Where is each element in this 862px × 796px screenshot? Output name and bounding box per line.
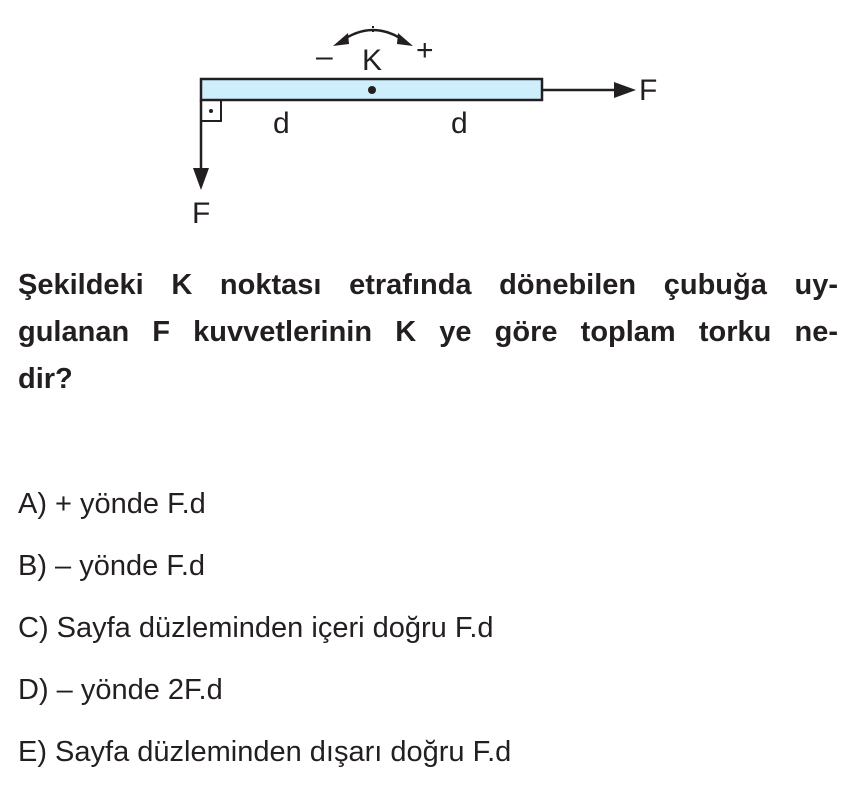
force-label-down: F [192,197,211,230]
question-line: dir? [18,363,73,395]
option-d[interactable]: D) – yönde 2F.d [18,674,223,706]
option-b[interactable]: B) – yönde F.d [18,550,205,582]
question-text [18,262,838,403]
minus-sign: – [316,40,333,73]
torque-diagram [0,0,862,240]
distance-label-left: d [273,107,290,140]
question-line: Şekildeki K noktası etrafında dönebilen çubuğa uy- [18,269,838,301]
option-c[interactable]: C) Sayfa düzleminden içeri doğru F.d [18,612,494,644]
distance-label-right: d [451,107,468,140]
option-a[interactable]: A) + yönde F.d [18,488,206,520]
pivot-label: K [362,44,383,77]
plus-sign: + [416,34,434,67]
question-line: gulanan F kuvvetlerinin K ye göre toplam torku ne- [18,316,838,348]
option-e[interactable]: E) Sayfa düzleminden dışarı doğru F.d [18,736,512,768]
force-arrow-down [193,100,209,190]
curved-double-arrow-icon [333,26,413,46]
right-angle-marker-icon [201,100,221,121]
answer-options [18,481,511,791]
pivot-point [368,86,376,94]
force-label-right: F [639,74,658,107]
force-arrow-right [542,82,636,98]
